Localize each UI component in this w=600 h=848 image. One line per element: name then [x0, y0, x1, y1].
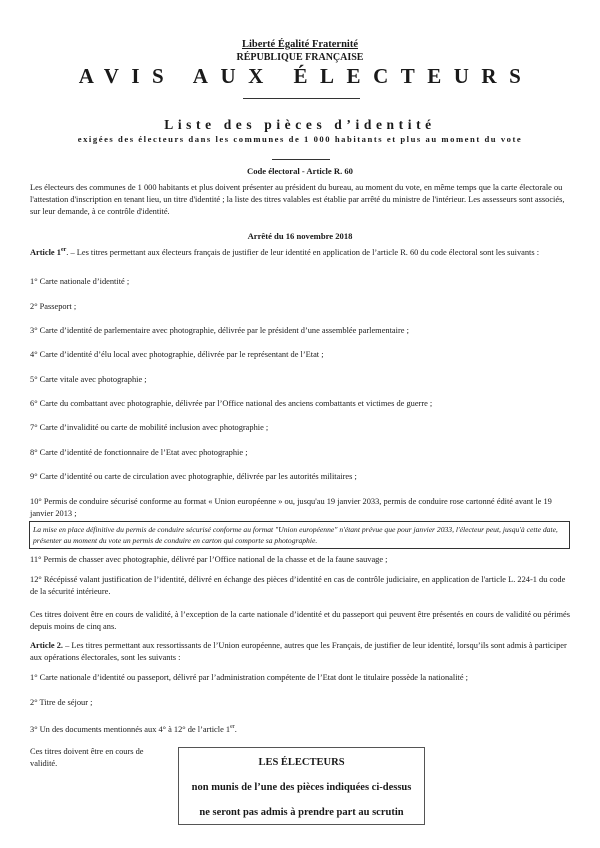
list-item: 11° Permis de chasser avec photographie, délivré par l’Office national de la chasse et de la faune sauvage ;: [30, 555, 388, 564]
list-item: 12° Récépissé valant justification de l’identité, délivré en échange des pièces d’identité en cas de contrôle judiciaire, en application de l'article L. 224-1 du code de la sécurité intérieure.: [30, 575, 566, 596]
subtitle-detail: exigées des électeurs dans les communes de 1 000 habitants et plus au moment du vote: [77, 134, 523, 144]
list-item: 8° Carte d’identité de fonctionnaire de l’Etat avec photographie ;: [30, 448, 248, 457]
list-item: 1° Carte nationale d’identité ;: [30, 277, 130, 286]
list-item-end: .: [234, 724, 237, 734]
list-item: 2° Titre de séjour ;: [30, 698, 93, 707]
article-2-text: – Les titres permettant aux ressortissants de l’Union européenne, autres que les Français, de justifier de leur identité, lorsqu’ils sont admis à participer aux opérations électorales, sont les suivants :: [30, 641, 567, 662]
list-item: [30, 721, 575, 736]
warning-line: ne seront pas admis à prendre part au scrutin: [199, 807, 404, 818]
warning-box: [178, 747, 425, 825]
title-divider: [243, 98, 360, 99]
list-item: 6° Carte du combattant avec photographie, délivrée par l’Office national des anciens combattants et victimes de guerre ;: [30, 399, 433, 408]
article-2-label: Article 2.: [30, 641, 64, 650]
article-1-label: Article 1: [30, 247, 61, 257]
code-heading: Code électoral - Article R. 60: [247, 166, 353, 176]
subtitle-divider: [272, 159, 330, 160]
warning-title: LES ÉLECTEURS: [258, 757, 345, 768]
article-1-intro: [30, 244, 575, 259]
code-text: Les électeurs des communes de 1 000 habitants et plus doivent présenter au président du bureau, au moment du vote, en même temps que la carte électorale ou l'attestation d'inscription en tenant lieu, un titre d'identité ; la liste des titres valables est établie par arrêté du ministre de l'intérieur. Les assesseurs sont associés, sur leur demande, à ce contrôle d'identité.: [30, 183, 565, 216]
page-title: AVIS AUX ÉLECTEURS: [78, 64, 534, 88]
validity-text: Ces titres doivent être en cours de validité, à l’exception de la carte nationale d’identité et du passeport qui peuvent être présentés en cours de validité ou périmés depuis moins de cinq ans.: [30, 610, 570, 631]
republic-label: RÉPUBLIQUE FRANÇAISE: [236, 52, 364, 63]
list-item: 2° Passeport ;: [30, 302, 77, 311]
warning-line: non munis de l’une des pièces indiquées ci-dessus: [191, 782, 412, 793]
list-item: 5° Carte vitale avec photographie ;: [30, 375, 147, 384]
list-item: 9° Carte d’identité ou carte de circulation avec photographie, délivrée par les autorités militaires ;: [30, 472, 357, 481]
list-item: 3° Carte d’identité de parlementaire avec photographie, délivrée par le président d’une assemblée parlementaire ;: [30, 326, 409, 335]
list-item-text: 3° Un des documents mentionnés aux 4° à 12° de l’article 1: [30, 724, 231, 734]
arrete-heading: Arrêté du 16 novembre 2018: [247, 231, 353, 241]
article-2-intro: [30, 640, 575, 664]
list-item: 7° Carte d’invalidité ou carte de mobilité inclusion avec photographie ;: [30, 423, 269, 432]
list-item: 10° Permis de conduire sécurisé conforme au format « Union européenne » ou, jusqu'au 19 janvier 2033, permis de conduire rose cartonné édité avant le 19 janvier 2013 ;: [30, 497, 552, 518]
motto: Liberté Égalité Fraternité: [241, 39, 359, 50]
driving-license-note: La mise en place définitive du permis de conduire sécurisé conforme au format "Union européenne" n'étant prévue que pour janvier 2033, l'électeur peut, jusqu'à cette date, présenter au moment du vote un permis de conduire en carton qui comporte sa photographie.: [29, 521, 570, 549]
subtitle: Liste des pièces d’identité: [164, 117, 436, 132]
list-item: 1° Carte nationale d’identité ou passeport, délivré par l’administration compétente de l’Etat dont le titulaire possède la nationalité ;: [30, 673, 469, 682]
validity-text-2: Ces titres doivent être en cours de validité.: [30, 747, 144, 768]
article-1-sup: er: [60, 247, 67, 253]
list-item-sup: er: [230, 724, 235, 730]
article-1-text: . – Les titres permettant aux électeurs français de justifier de leur identité en application de l’article R. 60 du code électoral sont les suivants :: [66, 247, 540, 257]
list-item: 4° Carte d’identité d’élu local avec photographie, délivrée par le représentant de l’Etat ;: [30, 350, 324, 359]
